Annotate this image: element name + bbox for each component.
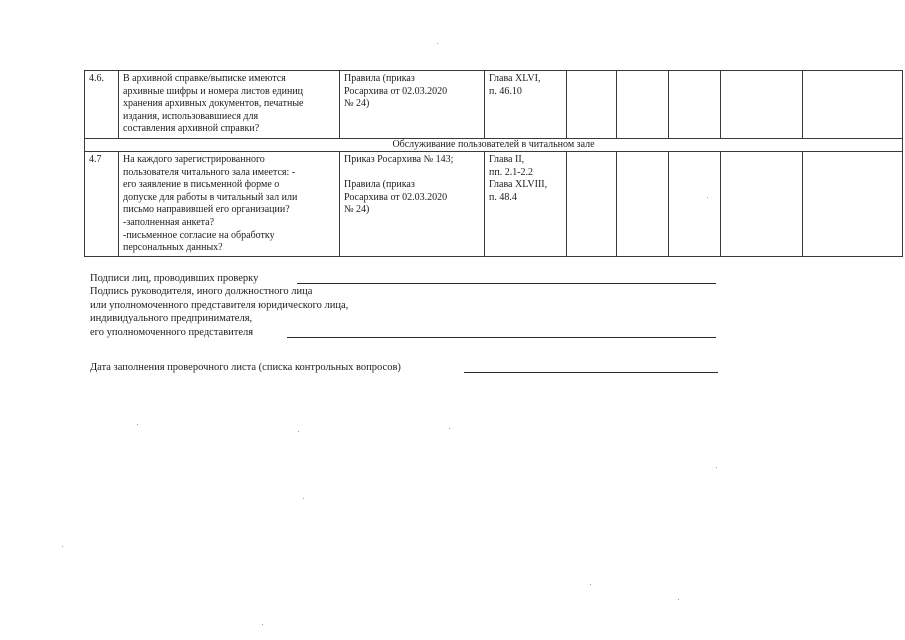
notes-cell — [803, 152, 903, 257]
question-cell: В архивной справке/выписке имеются архивные шифры и номера листов единиц хранения архивных документов, печатные издания, использовавшиеся для составления архивной справки? — [119, 71, 340, 139]
structural-unit-cell: Глава XLVI, п. 46.10 — [485, 71, 567, 139]
section-title: Обслуживание пользователей в читальном зале — [85, 139, 903, 152]
extra-cell — [721, 71, 803, 139]
scan-speck — [437, 43, 438, 44]
scan-speck — [716, 467, 717, 468]
date-label: Дата заполнения проверочного листа (списка контрольных вопросов) — [90, 362, 401, 373]
row-number: 4.7 — [85, 152, 119, 257]
legal-act-cell: Приказ Росархива № 143; Правила (приказ Росархива от 02.03.2020 № 24) — [340, 152, 485, 257]
signature-block — [90, 272, 730, 339]
head-signature-line-4: его уполномоченного представителя — [90, 326, 730, 339]
date-underline — [464, 372, 718, 373]
structural-unit-cell: Глава II, пп. 2.1-2.2 Глава XLVIII, п. 48.4 — [485, 152, 567, 257]
head-signature-line-3: индивидуального предпринимателя, — [90, 313, 253, 325]
scan-speck — [137, 424, 138, 425]
signature-underline — [287, 337, 716, 338]
head-signature-line-2: или уполномоченного представителя юридического лица, — [90, 299, 349, 311]
answer-yes-cell — [567, 152, 617, 257]
scan-speck — [298, 431, 299, 432]
extra-cell — [721, 152, 803, 257]
question-cell: На каждого зарегистрированного пользователя читального зала имеется: - его заявление в письменной форме о допуске для работы в читальный зал или письмо направившей его организации? -заполненная анкета? -письменное согласие на обработку персональных данных? — [119, 152, 340, 257]
row-number: 4.6. — [85, 71, 119, 139]
section-row — [85, 139, 903, 152]
date-line — [90, 361, 730, 374]
scan-speck — [707, 197, 708, 198]
answer-no-cell — [617, 71, 669, 139]
scan-speck — [590, 584, 591, 585]
answer-no-cell — [617, 152, 669, 257]
signature-underline — [297, 283, 716, 284]
table-row — [85, 71, 903, 139]
scan-speck — [303, 498, 304, 499]
scan-speck — [678, 599, 679, 600]
answer-yes-cell — [567, 71, 617, 139]
checklist-table — [84, 70, 903, 257]
answer-na-cell — [669, 71, 721, 139]
scan-speck — [449, 428, 450, 429]
legal-act-cell: Правила (приказ Росархива от 02.03.2020 № 24) — [340, 71, 485, 139]
answer-na-cell — [669, 152, 721, 257]
inspectors-signature-line — [90, 272, 730, 285]
scan-speck — [262, 624, 263, 625]
inspectors-signature-label: Подписи лиц, проводивших проверку — [90, 273, 259, 284]
notes-cell — [803, 71, 903, 139]
scan-speck — [62, 546, 63, 547]
head-signature-line-1: Подпись руководителя, иного должностного лица — [90, 286, 313, 298]
table-row — [85, 152, 903, 257]
